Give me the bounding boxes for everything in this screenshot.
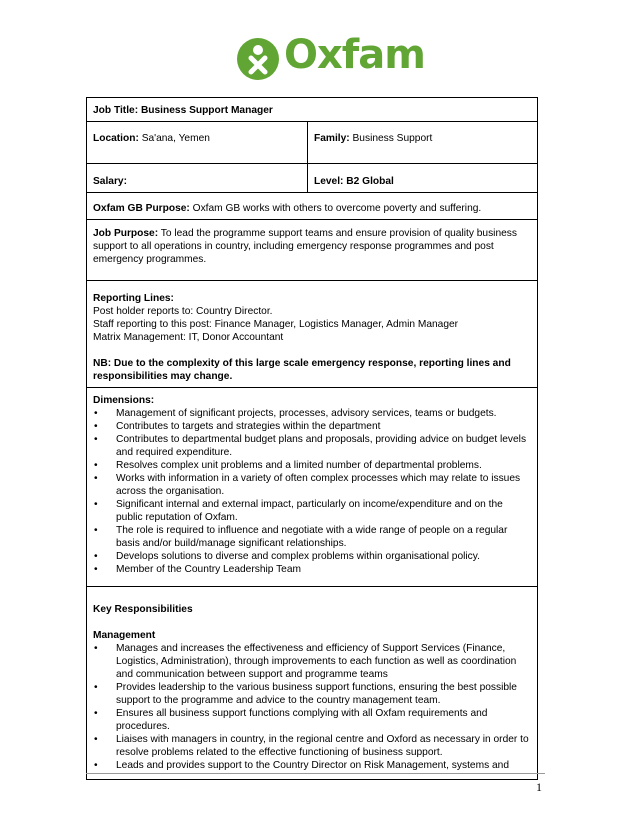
reporting-line: Matrix Management: IT, Donor Accountant	[93, 332, 284, 343]
level-value: B2 Global	[346, 176, 394, 187]
dimensions-row	[87, 388, 538, 587]
list-item: • Member of the Country Leadership Team	[93, 563, 531, 576]
key-responsibilities-row	[87, 587, 538, 780]
reporting-heading: Reporting Lines:	[93, 293, 174, 304]
logo-wordmark: Oxfam	[284, 32, 425, 78]
list-item: • Significant internal and external impact, particularly on income/expenditure and on the public reputation of Oxfam.	[93, 498, 531, 524]
list-item: • Ensures all business support functions complying with all Oxfam requirements and procedures.	[93, 707, 531, 733]
location-family-row	[87, 122, 538, 164]
reporting-line: Staff reporting to this post: Finance Manager, Logistics Manager, Admin Manager	[93, 319, 459, 330]
list-item: • Liaises with managers in country, in the regional centre and Oxford as necessary in order to resolve problems related to the effective functioning of business support.	[93, 733, 531, 759]
job-title-row	[87, 98, 538, 122]
list-item: • Resolves complex unit problems and a limited number of departmental problems.	[93, 459, 531, 472]
family-label: Family:	[314, 133, 350, 144]
job-title-value: Business Support Manager	[140, 105, 273, 116]
job-purpose-row	[87, 220, 538, 281]
list-item: • The role is required to influence and negotiate with a wide range of people on a regular basis and/or build/manage significant relationships.	[93, 524, 531, 550]
list-item: • Contributes to targets and strategies within the department	[93, 420, 531, 433]
level-label: Level:	[314, 176, 344, 187]
responsibilities-list	[93, 642, 531, 772]
list-item: • Contributes to departmental budget plans and proposals, providing advice on budget levels and required expenditure.	[93, 433, 531, 459]
reporting-line: Post holder reports to: Country Director.	[93, 306, 273, 317]
job-purpose-text: To lead the programme support teams and ensure provision of quality business support to all operations in country, including emergency response programmes and post emergency programmes.	[93, 228, 517, 265]
oxfam-purpose-label: Oxfam GB Purpose:	[93, 203, 190, 214]
oxfam-purpose-row	[87, 193, 538, 220]
list-item: • Manages and increases the effectiveness and efficiency of Support Services (Finance, Logistics, Administration), through improvements to each function as well as coordination and communication between support and programme teams	[93, 642, 531, 681]
dimensions-list	[93, 407, 531, 576]
list-item: • Provides leadership to the various business support functions, ensuring the best possible support to the programme and advice to the country management team.	[93, 681, 531, 707]
responsibilities-heading: Key Responsibilities	[93, 604, 193, 615]
salary-label: Salary:	[93, 176, 127, 187]
list-item: • Leads and provides support to the Country Director on Risk Management, systems and	[93, 759, 531, 772]
location-label: Location:	[93, 133, 139, 144]
family-value: Business Support	[352, 133, 433, 144]
list-item: • Works with information in a variety of often complex processes which may relate to issues across the organisation.	[93, 472, 531, 498]
footer-divider	[86, 773, 545, 774]
list-item: • Management of significant projects, processes, advisory services, teams or budgets.	[93, 407, 531, 420]
job-title-label: Job Title:	[93, 105, 139, 116]
reporting-lines-row	[87, 281, 538, 388]
location-value: Sa'ana, Yemen	[141, 133, 210, 144]
salary-level-row	[87, 164, 538, 193]
job-purpose-label: Job Purpose:	[93, 228, 159, 239]
page-number: 1	[536, 780, 542, 794]
reporting-note: NB: Due to the complexity of this large scale emergency response, reporting lines and responsibilities may change.	[93, 358, 511, 382]
oxfam-figure-icon	[236, 36, 280, 82]
oxfam-purpose-value: Oxfam GB works with others to overcome poverty and suffering.	[192, 203, 482, 214]
list-item: • Develops solutions to diverse and complex problems within organisational policy.	[93, 550, 531, 563]
dimensions-heading: Dimensions:	[93, 395, 155, 406]
management-subheading: Management	[93, 630, 156, 641]
job-description-table	[86, 97, 538, 780]
oxfam-logo	[236, 32, 425, 84]
